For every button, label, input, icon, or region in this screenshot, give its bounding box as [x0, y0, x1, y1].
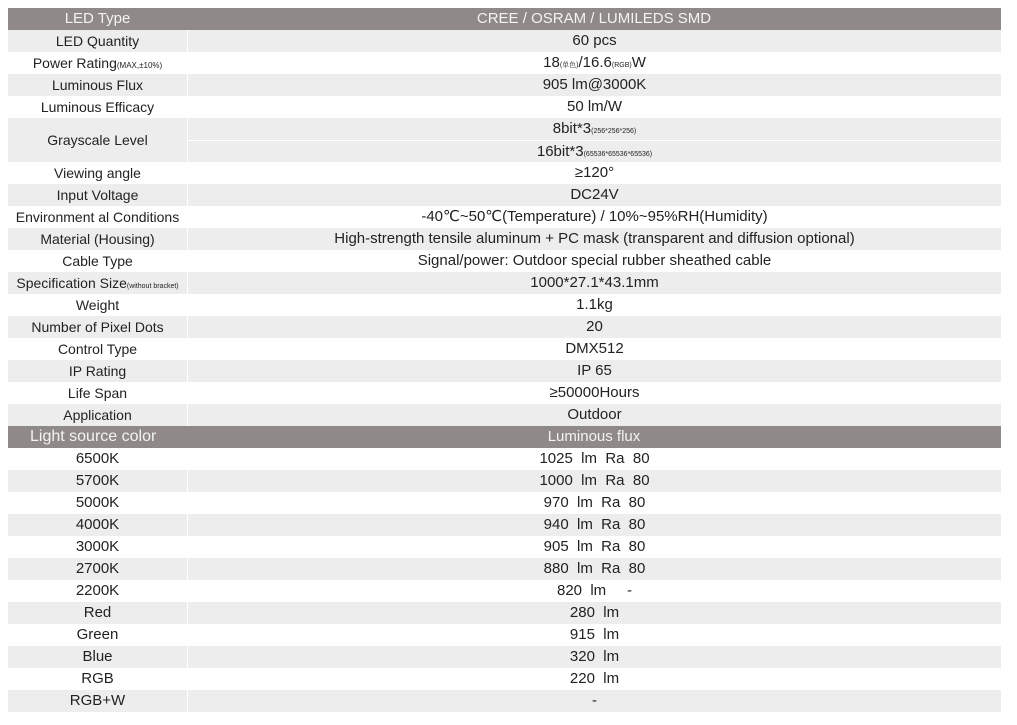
flux-color: Red — [83, 604, 112, 621]
flux-color: 5000K — [75, 494, 120, 511]
flux-color: RGB — [81, 670, 114, 687]
flux-row — [8, 646, 1001, 668]
spec-header-row — [8, 8, 1001, 30]
flux-row — [8, 492, 1001, 514]
light-source-color-header: Light source color — [30, 428, 157, 445]
flux-color: 2700K — [75, 560, 120, 577]
flux-color: 6500K — [75, 450, 120, 467]
spec-label: Material (Housing) — [40, 231, 155, 247]
spec-label: Specification Size(without bracket) — [16, 275, 179, 291]
flux-color: Blue — [82, 648, 113, 665]
spec-label: Viewing angle — [54, 165, 141, 181]
spec-value: ≥50000Hours — [187, 382, 1001, 404]
led-type-label: LED Type — [64, 10, 131, 27]
flux-row — [8, 668, 1001, 690]
flux-value: 905 lm Ra 80 — [187, 536, 1001, 558]
flux-row — [8, 558, 1001, 580]
spec-row — [8, 30, 1001, 52]
flux-color: 5700K — [75, 472, 120, 489]
spec-row — [8, 338, 1001, 360]
spec-label: LED Quantity — [55, 33, 140, 49]
flux-color: Green — [76, 626, 119, 643]
spec-value: High-strength tensile aluminum + PC mask (transparent and diffusion optional) — [187, 228, 1001, 250]
spec-sheet — [8, 8, 1001, 712]
flux-header-row — [8, 426, 1001, 448]
spec-label: Life Span — [67, 385, 128, 401]
spec-value: DMX512 — [187, 338, 1001, 360]
flux-value: 820 lm - — [187, 580, 1001, 602]
spec-label-sub: (without bracket) — [126, 283, 179, 290]
spec-row — [8, 184, 1001, 206]
flux-value: 320 lm — [187, 646, 1001, 668]
spec-row — [8, 162, 1001, 184]
spec-label: Number of Pixel Dots — [31, 319, 164, 335]
flux-row — [8, 470, 1001, 492]
flux-color: RGB+W — [69, 692, 126, 709]
flux-value: - — [187, 690, 1001, 712]
spec-label: Application — [63, 407, 132, 423]
luminous-flux-header: Luminous flux — [547, 428, 641, 445]
spec-label: IP Rating — [68, 363, 127, 379]
flux-value: 880 lm Ra 80 — [187, 558, 1001, 580]
spec-value: Signal/power: Outdoor special rubber sheathed cable — [187, 250, 1001, 272]
spec-value: 18(单色)/16.6(RGB)W — [187, 52, 1001, 74]
flux-color: 4000K — [75, 516, 120, 533]
spec-row — [8, 294, 1001, 316]
spec-label: Input Voltage — [56, 187, 139, 203]
flux-value: 915 lm — [187, 624, 1001, 646]
flux-value: 280 lm — [187, 602, 1001, 624]
led-type-value: CREE / OSRAM / LUMILEDS SMD — [476, 10, 712, 27]
spec-label: Cable Type — [62, 253, 133, 269]
spec-row — [8, 272, 1001, 294]
spec-value: 1.1kg — [187, 294, 1001, 316]
flux-value: 940 lm Ra 80 — [187, 514, 1001, 536]
flux-value: 220 lm — [187, 668, 1001, 690]
spec-value: -40℃~50℃(Temperature) / 10%~95%RH(Humidity) — [187, 206, 1001, 228]
spec-value: 1000*27.1*43.1mm — [187, 272, 1001, 294]
spec-label: Power Rating(MAX,±10%) — [32, 55, 163, 71]
spec-label: Grayscale Level — [8, 118, 187, 162]
spec-row — [8, 250, 1001, 272]
flux-color: 3000K — [75, 538, 120, 555]
spec-value: IP 65 — [187, 360, 1001, 382]
spec-value: 905 lm@3000K — [187, 74, 1001, 96]
flux-color: 2200K — [75, 582, 120, 599]
flux-value: 970 lm Ra 80 — [187, 492, 1001, 514]
spec-row — [8, 404, 1001, 426]
spec-row — [8, 96, 1001, 118]
spec-row — [8, 206, 1001, 228]
spec-row — [8, 74, 1001, 96]
spec-row — [8, 228, 1001, 250]
spec-label: Weight — [75, 297, 120, 313]
spec-value: 20 — [187, 316, 1001, 338]
spec-label-sub: (MAX,±10%) — [116, 61, 163, 70]
grayscale-line: 8bit*3(256*256*256) — [188, 118, 1001, 140]
spec-row — [8, 382, 1001, 404]
flux-row — [8, 624, 1001, 646]
spec-row — [8, 52, 1001, 74]
spec-label: Environment al Conditions — [15, 209, 180, 225]
flux-row — [8, 448, 1001, 470]
flux-value: 1025 lm Ra 80 — [187, 448, 1001, 470]
grayscale-line: 16bit*3(65536*65536*65536) — [188, 140, 1001, 162]
spec-value: 60 pcs — [187, 30, 1001, 52]
spec-value — [187, 118, 1001, 162]
spec-label: Control Type — [57, 341, 138, 357]
spec-value: Outdoor — [187, 404, 1001, 426]
flux-row — [8, 602, 1001, 624]
spec-row — [8, 316, 1001, 338]
flux-row — [8, 536, 1001, 558]
flux-row — [8, 580, 1001, 602]
spec-row-grayscale — [8, 118, 1001, 162]
spec-label: Luminous Efficacy — [40, 99, 155, 115]
spec-value: ≥120° — [187, 162, 1001, 184]
flux-row — [8, 690, 1001, 712]
flux-value: 1000 lm Ra 80 — [187, 470, 1001, 492]
flux-row — [8, 514, 1001, 536]
spec-value: 50 lm/W — [187, 96, 1001, 118]
spec-row — [8, 360, 1001, 382]
spec-value: DC24V — [187, 184, 1001, 206]
spec-label: Luminous Flux — [51, 77, 144, 93]
